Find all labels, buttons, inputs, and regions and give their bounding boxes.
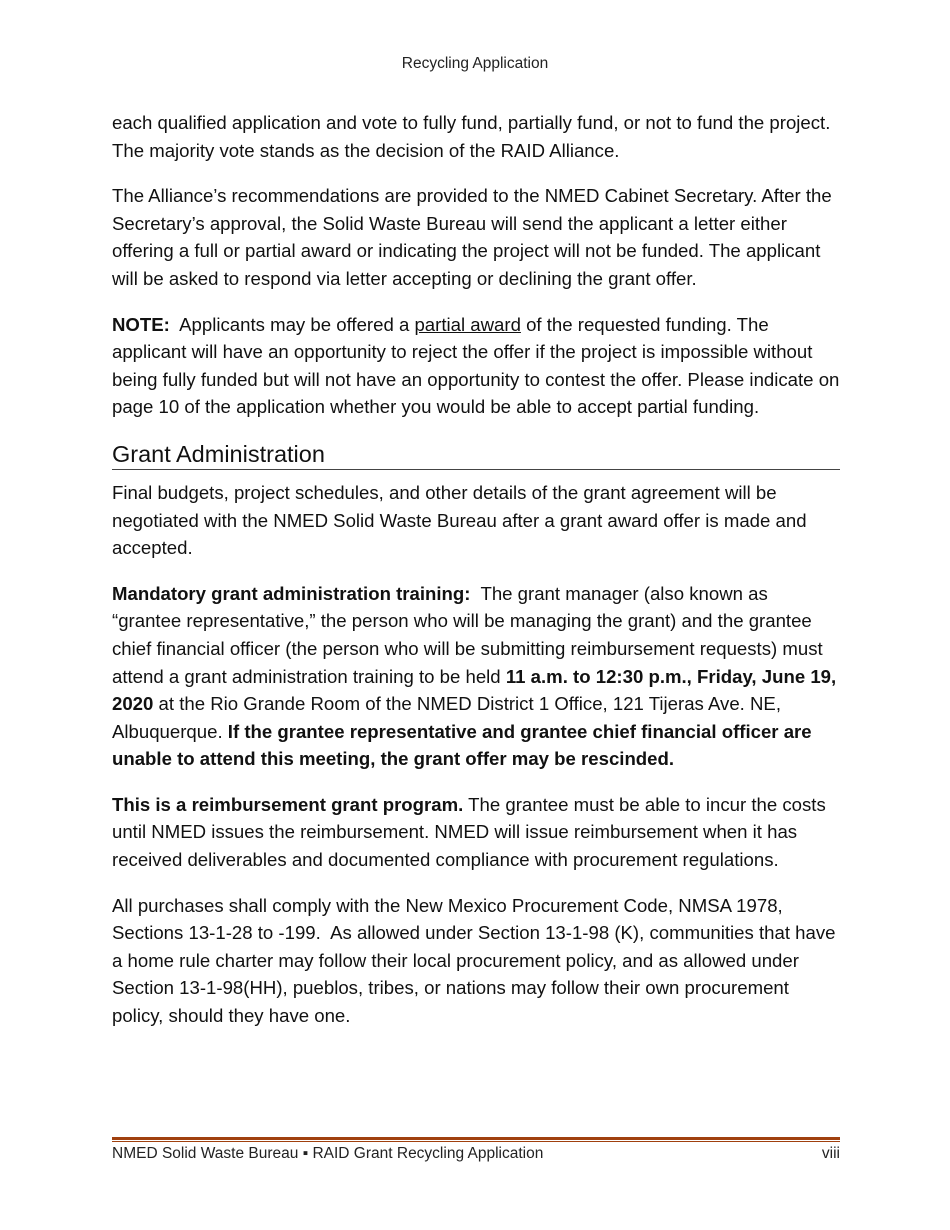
- footer-rule: [112, 1137, 840, 1142]
- paragraph-review-vote: each qualified application and vote to fully fund, partially fund, or not to fund the project. The majority vote stands as the decision of the RAID Alliance.: [112, 112, 831, 161]
- section-heading-grant-administration: Grant Administration: [112, 439, 840, 470]
- training-datetime: 11 a.m. to 12:30 p.m., Friday, June 19, 2020: [112, 665, 837, 715]
- page-content: [112, 109, 840, 1048]
- paragraph-note: [112, 311, 840, 421]
- reimbursement-label: This is a reimbursement grant program.: [112, 793, 464, 815]
- paragraph-final-budgets: Final budgets, project schedules, and other details of the grant agreement will be negotiated with the NMED Solid Waste Bureau after a grant award offer is made and accepted.: [112, 481, 807, 559]
- page-header: Recycling Application: [401, 55, 549, 72]
- paragraph-reimbursement: [112, 791, 840, 874]
- reimbursement-text: The grantee must be able to incur the costs until NMED issues the reimbursement. NMED will issue reimbursement when it has received deliverables and documented compliance with procurement regulations.: [112, 793, 826, 871]
- footer-text: NMED Solid Waste Bureau ▪ RAID Grant Recycling Application: [112, 1145, 544, 1162]
- page-footer: [112, 1145, 840, 1163]
- paragraph-training: [112, 580, 840, 773]
- note-label: NOTE:: [112, 313, 170, 335]
- training-warning: If the grantee representative and grantee chief financial officer are unable to attend this meeting, the grant offer may be rescinded.: [112, 720, 812, 770]
- training-label: Mandatory grant administration training:: [112, 582, 471, 604]
- note-text-a: Applicants may be offered a: [169, 313, 415, 335]
- training-text-a: The grant manager (also known as “grantee representative,” the person who will be managing the grant) and the grantee chief financial officer (the person who will be submitting reimbursement requests) must attend a grant administration training to be held: [112, 582, 828, 687]
- note-underlined: partial award: [414, 313, 521, 335]
- paragraph-recommendations: The Alliance’s recommendations are provided to the NMED Cabinet Secretary. After the Secretary’s approval, the Solid Waste Bureau will send the applicant a letter either offering a full or partial award or indicating the project will not be funded. The applicant will be asked to respond via letter accepting or declining the grant offer.: [112, 185, 832, 289]
- page-number: viii: [821, 1145, 840, 1162]
- training-text-b: at the Rio Grande Room of the NMED District 1 Office, 121 Tijeras Ave. NE, Albuquerque.: [112, 693, 782, 742]
- note-text-b: of the requested funding. The applicant will have an opportunity to reject the offer if the project is impossible without being fully funded but will not have an opportunity to contest the offer. Please indicate on page 10 of the application whether you would be able to accept partial funding.: [112, 313, 840, 418]
- paragraph-procurement: All purchases shall comply with the New Mexico Procurement Code, NMSA 1978, Sections 13-1-28 to -199. As allowed under Section 13-1-98 (K), communities that have a home rule charter may follow their local procurement policy, and as allowed under Section 13-1-98(HH), pueblos, tribes, or nations may follow their own procurement policy, should they have one.: [112, 894, 841, 1027]
